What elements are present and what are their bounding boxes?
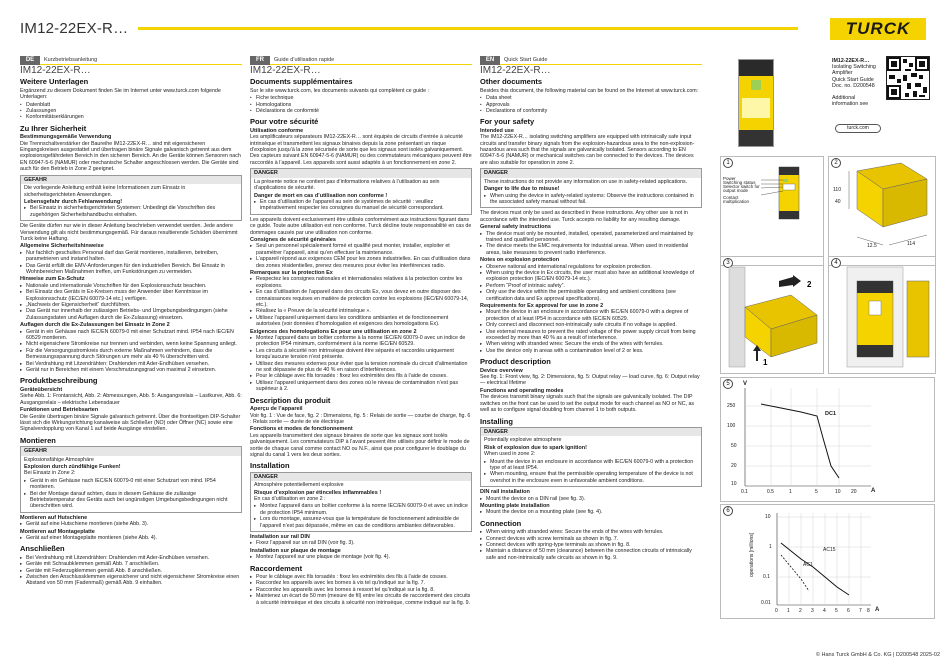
list-item: ▸ Montez l’appareil dans un boîtier conforme à la norme IEC/EN 60079-0 et avec un indice de protection IP54 minimum. [254, 503, 468, 516]
intended-use-text: The IM12-22EX-R… isolating switching amplifiers are equipped with intrinsically safe input circuits and transfer binary signals from the explosion-hazardous area to the non-explosion-hazardous area such that the signals are galvanically isolated. Sensors according to EN 60947-5-6 (NAMUR) or mechanical switches can be connected to the devices. The devices are also suitable for operation in zone 2. [480, 134, 695, 166]
list-item: ▸ When wiring with stranded wires: Secure the ends of the wires with ferrules. [480, 529, 702, 535]
heading-functions: Funktionen und Betriebsarten [20, 407, 99, 414]
heading-general-safety: Allgemeine Sicherheitshinweise [20, 243, 104, 250]
list-item: • Fiche technique [250, 95, 472, 101]
dimension-label: 40 [835, 199, 841, 205]
danger-heading: GEFAHR [21, 176, 241, 184]
heading-safety: Pour votre sécurité [250, 117, 319, 127]
tick-label: 0.01 [761, 600, 771, 606]
heading-rail: DIN rail installation [480, 489, 530, 496]
din-rail-drawing [721, 257, 825, 375]
list-item: ▸ Nicht eigensichere Stromkreise nur trennen und verbinden, wenn keine Spannung anliegt. [20, 341, 242, 347]
product-title: IM12-22EX-R… [250, 65, 321, 76]
danger-box [480, 168, 702, 208]
danger-box [250, 472, 472, 532]
list-item: ▸ Montez l’appareil dans un boîtier conforme à la norme IEC/EN 60079-0 avec un indice de protection IP54 minimum, conformément à la norme IEC/EN 60529. [250, 335, 472, 348]
figure-number: 2 [831, 158, 841, 168]
dimension-label: 12.5 [867, 243, 877, 249]
list-item: ▸ Maintenez un écart de 50 mm (mesure de fil) entre les circuits de raccordement des circuits à sécurité intrinsèque et des circuits à sécurité non intrinsèque, comme indiqué sur la fig. 9. [250, 593, 472, 606]
tick-label: 2 [799, 608, 802, 614]
heading-installation: Installing [480, 416, 513, 426]
load-curve-chart [721, 378, 936, 503]
misuse-text: The devices must only be used as described in these instructions. Any other use is not in accordance with the intended use. Turck accepts no liability for any resulting damage. [480, 210, 688, 223]
list-item: ▸ Zwischen den Anschlussklemmen eigensicherer und nicht eigensicherer Stromkreise einen Abstand von 50 mm (Fadenmaß) gemäß Abb. 9 einhalten. [20, 574, 242, 587]
series-label: AC1 [803, 562, 813, 568]
list-item: ▸ Das Gerät erfüllt die EMV-Anforderungen für den industriellen Bereich. Bei Einsatz in Wohnbereichen Maßnahmen treffen, um Funkstörungen zu vermeiden. [20, 263, 242, 276]
list-item: ▸ Raccordez les appareils avec les bornes à vis tel qu’indiqué sur la fig. 7. [250, 580, 472, 586]
list-item: ▸ When mounting, ensure that the permissible operating temperature of the device is not overshot in the enclosure even in unfavorable ambient conditions. [484, 471, 698, 484]
heading-ex: Remarques sur la protection Ex [250, 269, 333, 276]
list-item: • Déclarations de conformité [250, 108, 472, 114]
language-bar-en [480, 56, 702, 65]
heading-general-safety: General safety instructions [480, 224, 551, 231]
product-line: Doc. no. D200548 [832, 82, 875, 89]
tick-label: 5 [835, 608, 838, 614]
figure-load-curve [720, 377, 935, 502]
heading-installation: Installation [250, 461, 290, 471]
heading-intended-use: Utilisation conforme [250, 127, 304, 134]
language-label: Guide d’utilisation rapide [274, 57, 335, 63]
column-de [20, 56, 242, 588]
heading-docs: Other documents [480, 77, 543, 87]
tick-label: 1 [789, 489, 792, 495]
axis-unit: A [871, 488, 876, 494]
list-item: • Data sheet [480, 95, 702, 101]
list-item: • Approvals [480, 102, 702, 108]
heading-description: Description du produit [250, 395, 331, 405]
heading-overview: Device overview [480, 367, 523, 374]
list-item: ▸ Mount the device in an enclosure in accordance with IEC/EN 60079-0 with a protection type of at least IP54. [484, 459, 698, 472]
product-info [832, 58, 882, 107]
header [0, 0, 950, 60]
overview-text: Voir fig. 1 : Vue de face, fig. 2 : Dimensions, fig. 5 : Relais de sortie — courbe de charge, fig. 6 : Relais sortie — durée de vie électrique [250, 412, 471, 425]
heading-functions: Functions and operating modes [480, 387, 564, 394]
footer-copyright: © Hans Turck GmbH & Co. KG | D200548 2025-02 [815, 652, 940, 658]
heading-connect: Connection [480, 518, 522, 528]
list-item: ▸ Respectez les consignes nationales et internationales relatives à la protection contre les explosions. [250, 276, 472, 289]
list-item: • Homologations [250, 102, 472, 108]
device-module [738, 59, 774, 147]
figure-front-view [720, 156, 824, 266]
list-item: ▸ When wiring with stranded wires: Secure the ends of the wires with ferrules. [480, 341, 702, 347]
danger-box [20, 446, 242, 513]
danger-heading: DANGER [251, 473, 471, 481]
danger-subtitle: Risk of explosion due to spark ignition! [484, 444, 587, 451]
danger-subtitle: Lebensgefahr durch Fehlanwendung! [24, 198, 123, 205]
list-item: ▸ Gerät in ein Gehäuse nach IEC/EN 60079-0 mit einer Schutzart mind. IP54 nach IEC/EN 60529 montieren. [20, 329, 242, 342]
turck-link-button[interactable] [835, 124, 881, 133]
heading-safety: For your safety [480, 117, 535, 127]
heading-intended-use: Intended use [480, 127, 514, 134]
svg-text:1: 1 [763, 358, 768, 367]
product-title: IM12-22EX-R… [480, 65, 551, 76]
figure-number: 6 [723, 506, 733, 516]
tick-label: 0 [775, 608, 778, 614]
axis-unit: A [875, 607, 880, 613]
tick-label: 250 [727, 403, 736, 409]
heading-rail: Installation sur rail DIN [250, 534, 310, 540]
intended-use-text: Die Trennschaltverstärker der Baureihe IM12-22EX-R… sind mit eigensicheren Eingangskreisen ausgestattet und übertragen binäre Signale galvanisch getrennt aus dem explosionsgefährdeten Bereich in den sicheren Bereich. An die Geräte können Sensoren nach EN 60947-5-6 (NAMUR) oder mechanische Schalter angeschlossen werden. Die Geräte sind auch für den Betrieb in Zone 2 geeignet. [20, 140, 241, 173]
tick-label: 3 [811, 608, 814, 614]
list-item: ▸ Use the device only in areas with a contamination level of 2 or less. [480, 348, 702, 354]
device-label [742, 98, 770, 118]
fig-label: Contact multiplication [723, 195, 750, 204]
additional-label: Additional [832, 95, 856, 102]
device-terminals [739, 130, 773, 146]
turck-logo [830, 18, 926, 40]
overview-text: See fig. 1: Front view, fig. 2: Dimensions, fig. 5: Output relay — load curve, fig. 6: Output relay — electrical lifetime [480, 374, 700, 387]
axis-label: V [743, 381, 748, 387]
heading-safety: Zu Ihrer Sicherheit [20, 123, 87, 133]
fig-label: output mode [723, 188, 749, 193]
heading-ex: Hinweise zum Ex-Schutz [20, 276, 85, 283]
heading-ex: Notes on explosion protection [480, 257, 560, 264]
danger-subtitle: Risque d’explosion par étincelles inflammables ! [254, 489, 382, 496]
language-label: Quick Start Guide [504, 57, 548, 63]
danger-body [21, 456, 241, 512]
figure-number: 3 [723, 258, 733, 268]
tick-label: 50 [731, 443, 737, 449]
series-label: AC15 [823, 547, 836, 553]
mounting-plate-drawing [829, 257, 937, 375]
list-item: ▸ Seul un personnel spécialement formé et qualifié peut monter, installer, exploiter et paramétrer l’appareil, ainsi qu’en effectuer la maintenance. [250, 243, 472, 256]
list-item: ▸ Pour le câblage avec fils torsadés : fixez les extrémités des fils à l’aide de cosses. [250, 373, 472, 379]
tick-label: 0.1 [763, 574, 770, 580]
functions-text: Les appareils transmettent des signaux binaires de sorte que les signaux sont isolés galvaniquement. Les commutateurs DIP à l’avant peuvent être utilisés pour définir le mode de sortie de chaque canal comme contact NO ou N.F., ainsi que pour configurer le doublage du signal du canal 1 vers les deux sorties. [250, 432, 470, 458]
link-label: turck.com [847, 125, 869, 131]
language-code: FR [250, 56, 270, 65]
list-item: ▸ The device must only be mounted, installed, operated, parameterized and maintained by trained and qualified personnel. [480, 231, 702, 244]
danger-box [250, 168, 472, 214]
list-item: ▸ Mount the device on a DIN rail (see fig. 3). [480, 496, 702, 502]
heading-connect: Anschließen [20, 544, 65, 554]
list-item: ▸ Observe national and international regulations for explosion protection. [480, 264, 702, 270]
product-name: IM12-22EX-R… [832, 58, 870, 64]
list-item: ▸ Mount the device on a mounting plate (see fig. 4). [480, 509, 702, 515]
danger-text: Explosionsfähige Atmosphäre [24, 456, 94, 463]
column-fr [250, 56, 472, 607]
danger-box [20, 175, 242, 221]
danger-text: These instructions do not provide any information on use in safety-related applications. [484, 178, 688, 185]
list-item: ▸ Connect devices with screw terminals as shown in fig. 7. [480, 536, 702, 542]
list-item: ▸ Maintain a distance of 50 mm (clearance) between the connection circuits of intrinsically safe and non-intrinsically safe circuits as shown in fig. 9. [480, 548, 702, 561]
tick-label: 4 [823, 608, 826, 614]
front-view-labels [723, 177, 763, 204]
list-item: ▸ Gerät nur in Bereichen mit einem Verschmutzungsgrad von maximal 2 einsetzen. [20, 367, 242, 373]
heading-zone2: Auflagen durch die Ex-Zulassungen bei Einsatz in Zone 2 [20, 322, 170, 329]
svg-text:2: 2 [807, 280, 812, 289]
fig-label: Power [723, 176, 736, 181]
danger-body [251, 178, 471, 214]
tick-label: 7 [859, 608, 862, 614]
heading-docs: Weitere Unterlagen [20, 77, 89, 87]
list-item: ▸ Bei Verdrahtung mit Litzendrähten: Drahtenden mit Ader-Endhülsen versehen. [20, 361, 242, 367]
list-item: ▸ Les circuits à sécurité non intrinsèque doivent être séparés et raccordés uniquement lorsqu’aucune tension n’est présente. [250, 348, 472, 361]
danger-text: Atmosphère potentiellement explosive [254, 482, 344, 489]
qr-code-icon[interactable] [886, 56, 930, 100]
fig-label: Switching status [723, 180, 756, 185]
tick-label: 10 [765, 514, 771, 520]
product-photo [720, 56, 810, 151]
tick-label: 6 [847, 608, 850, 614]
list-item: • Konformitätserklärungen [20, 114, 242, 120]
list-item: ▸ Gerät in ein Gehäuse nach IEC/EN 60079-0 mit einer Schutzart von mind. IP54 montieren. [24, 478, 238, 491]
list-item: ▸ Only connect and disconnect non-intrinsically safe circuits if no voltage is applied. [480, 322, 702, 328]
heading-overview: Geräteübersicht [20, 386, 63, 393]
list-item: ▸ Gerät auf eine Hutschiene montieren (siehe Abb. 3). [20, 521, 242, 527]
list-item: • Declarations of conformity [480, 108, 702, 114]
misuse-text: Les appareils doivent exclusivement être utilisés conformément aux instructions figurant dans ce guide. Toute autre utilisation est non conforme. Turck décline toute responsabilité en cas de dommages causés par une utilisation non conforme. [250, 216, 472, 236]
list-item: ▸ Only use the device within the permissible operating and ambient conditions (see certification data and Ex approval specifications). [480, 289, 702, 302]
danger-zone: When used in zone 2: [484, 451, 536, 458]
list-item: ▸ Nationale und internationale Vorschriften für den Explosionsschutz beachten. [20, 283, 242, 289]
danger-body [481, 178, 701, 208]
tick-label: 5 [815, 489, 818, 495]
heading-plate: Mounting plate installation [480, 502, 550, 509]
heading-zone2: Requirements for Ex approval for use in zone 2 [480, 303, 604, 309]
heading-connect: Raccordement [250, 563, 303, 573]
device-top [739, 60, 773, 76]
tick-label: 0.5 [767, 489, 774, 495]
list-item: ▸ Montez l’appareil sur une plaque de montage (voir fig. 4). [250, 554, 472, 560]
document-title: IM12-22EX-R… [20, 20, 129, 37]
figure-number: 4 [831, 258, 841, 268]
heading-description: Product description [480, 357, 551, 367]
column-en [480, 56, 702, 562]
tick-label: 10 [731, 481, 737, 487]
figure-number: 5 [723, 379, 733, 389]
heading-functions: Fonctions et modes de fonctionnement [250, 426, 353, 433]
list-item: ▸ Utilisez des mesures externes pour éviter que la tension nominale du circuit d’alimentation ne soit dépassée de plus de 40 % en raison d’interférences. [250, 361, 472, 374]
tick-label: 100 [727, 423, 736, 429]
list-item: ▸ Utilisez l’appareil uniquement dans des zones où le niveau de contamination n’est pas supérieur à 2. [250, 380, 472, 393]
list-item: ▸ Bei Einsatz in sicherheitsgerichteten Systemen: Unbedingt die Vorschriften des zugehörigen Sicherheitshandbuchs einhalten. [24, 205, 238, 218]
additional-label-2: information see [832, 101, 869, 108]
heading-plate: Installation sur plaque de montage [250, 547, 341, 554]
language-code: EN [480, 56, 500, 65]
axis-label: operations [millions] [749, 532, 755, 577]
tick-label: 20 [731, 463, 737, 469]
list-item: ▸ Bei der Montage darauf achten, dass in diesem Gehäuse die zulässige Betriebstemperatur des Geräts auch bei ungünstigen Umgebungsbedingungen nicht überschritten wird. [24, 491, 238, 510]
list-item: ▸ Nur fachlich geschultes Personal darf das Gerät montieren, installieren, betreiben, parametrieren und instand halten. [20, 250, 242, 263]
list-item: ▸ Réalisez la « Preuve de la sécurité intrinsèque ». [250, 308, 472, 314]
misuse-text: Die Geräte dürfen nur wie in dieser Anleitung beschrieben verwendet werden. Jede andere Verwendung gilt als nicht bestimmungsgemäß. Für daraus resultierende Schäden übernimmt Turck keine Haftung. [20, 223, 238, 242]
list-item: • Zulassungen [20, 108, 242, 114]
danger-subtitle: Explosion durch zündfähige Funken! [24, 463, 121, 470]
list-item: ▸ Bei Verdrahtung mit Litzendrähten: Drahtenden mit Ader-Endhülsen versehen. [20, 555, 242, 561]
danger-heading: DANGER [481, 428, 701, 436]
device-leds [751, 80, 761, 90]
list-item: ▸ En cas d’utilisation de l’appareil dans des circuits Ex, vous devez en outre disposer des connaissances requises en matière de protection contre les explosions (IEC/EN 60079-14, etc.). [250, 289, 472, 308]
header-stripe [138, 27, 798, 30]
danger-heading: DANGER [481, 169, 701, 177]
danger-text: Potentially explosive atmosphere [484, 437, 562, 444]
list-item: ▸ Fixez l’appareil sur un rail DIN (voir fig. 3). [250, 540, 472, 546]
heading-mounting: Montieren [20, 435, 56, 445]
front-view-drawing [721, 157, 825, 257]
list-item: ▸ Mount the device in an enclosure in accordance with IEC/EN 60079-0 with a degree of protection of at least IP54 in accordance with IEC/EN 60529. [480, 309, 702, 322]
heading-rail: Montieren auf Hutschiene [20, 514, 88, 521]
list-item: ▸ Raccordez les appareils avec les bornes à ressort tel qu’indiqué sur la fig. 8. [250, 587, 472, 593]
list-item: ▸ Pour le câblage avec fils torsadés : fixez les extrémités des fils à l’aide de cosses. [250, 574, 472, 580]
list-item: ▸ Lors du montage, assurez-vous que la température de fonctionnement admissible de l’appareil n’est pas dépassée, même en cas de conditions ambiantes défavorables. [254, 516, 468, 529]
fig-label: Selector switch for [723, 184, 760, 189]
danger-zone: Bei Einsatz in Zone 2: [24, 470, 76, 477]
danger-subtitle: Danger to life due to misuse! [484, 186, 560, 193]
tick-label: 0.1 [741, 489, 748, 495]
list-item: ▸ Use external measures to prevent the rated voltage of the power supply circuit from being exceeded by more than 40 % as a result of interference. [480, 329, 702, 342]
intended-use-text: Les amplificateurs séparateurs IM12-22EX-R… sont équipés de circuits d’entrée à sécurité intrinsèque et transmettent les signaux binaires depuis la zone présentant un risque d’explosion jusqu’à la zone sécurisée de sorte que les signaux sont isolés galvaniquement. Des capteurs suivant EN 60947-5-6 (NAMUR) ou des commutateurs mécaniques peuvent être raccordés à l’appareil. Les appareils sont aussi adaptés à un fonctionnement en zone 2. [250, 134, 472, 166]
list-item: ▸ Perform “Proof of intrinsic safety”. [480, 283, 702, 289]
list-item: ▸ When using the device in Ex circuits, the user must also have an additional knowledge of explosion protection (IEC/EN 60079-14 etc.). [480, 270, 702, 283]
dimension-label: 114 [907, 241, 915, 247]
functions-text: Die Geräte übertragen binäre Signale galvanisch getrennt. Über die frontseitigen DIP-Schalter lässt sich die Wirkungsrichtung kanalweise als Schließer (NO) oder Öffner (NC) sowie eine Signalverdopplung von Kanal 1 auf beide Ausgänge einstellen. [20, 413, 241, 433]
tick-label: 1 [769, 544, 772, 550]
product-line: Isolating Switching Amplifier [832, 64, 876, 77]
heading-zone2: Exigences des homologations Ex pour une utilisation en zone 2 [250, 328, 417, 335]
list-item: ▸ Geräte mit Federzugklemmen gemäß Abb. 8 anschließen. [20, 568, 242, 574]
language-code: DE [20, 56, 40, 65]
language-bar-de [20, 56, 242, 65]
functions-text: The devices transmit binary signals such that the signals are galvanically isolated. The DIP switches on the front can be used to set the output mode for each channel as NO or NC, as well as to configure signal doubling from channel 1 to both outputs. [480, 394, 695, 414]
list-item: ▸ Connect devices with spring-type terminals as shown in fig. 8. [480, 542, 702, 548]
danger-body [481, 436, 701, 486]
docs-list [20, 102, 242, 121]
list-item: ▸ The device meets the EMC requirements for industrial areas. When used in residential areas, take measures to prevent radio interference. [480, 243, 702, 256]
overview-text: Siehe Abb. 1: Frontansicht, Abb. 2: Abmessungen, Abb. 5: Ausgangsrelais – Lastkurve, Abb. 6: Ausgangsrelais – elektrische Lebensdauer [20, 393, 242, 406]
tick-label: 1 [787, 608, 790, 614]
docs-intro: Ergänzend zu diesem Dokument finden Sie im Internet unter www.turck.com folgende Unterlagen: [20, 87, 221, 101]
dimensions-drawing [829, 157, 937, 257]
danger-heading: GEFAHR [21, 447, 241, 455]
danger-body [251, 481, 471, 531]
list-item: ▸ Geräte mit Schraubklemmen gemäß Abb. 7 anschließen. [20, 561, 242, 567]
heading-intended-use: Bestimmungsgemäße Verwendung [20, 134, 112, 141]
tick-label: 8 [867, 608, 870, 614]
heading-overview: Aperçu de l’appareil [250, 406, 303, 413]
tick-label: 10 [835, 489, 841, 495]
list-item: ▸ En cas d’utilisation de l’appareil au sein de systèmes de sécurité : veuillez impérativement respecter les consignes du manuel de sécurité correspondant. [254, 199, 468, 212]
list-item: ▸ Das Gerät nur innerhalb der zulässigen Betriebs- und Umgebungsbedingungen (siehe Zulassungsdaten und Auflagen durch die Ex-Zulassung) einsetzen. [20, 308, 242, 321]
figure-number: 1 [723, 158, 733, 168]
logo-text: TURCK [845, 19, 911, 38]
danger-text: Die vorliegende Anleitung enthält keine Informationen zum Einsatz in sicherheitsgerichteten Anwendungen. [24, 185, 186, 198]
danger-subtitle: Danger de mort en cas d’utilisation non conforme ! [254, 192, 388, 199]
danger-text: La présente notice ne contient pas d’informations relatives à l’utilisation au sein d’applications de sécurité. [254, 178, 440, 192]
list-item: ▸ Utilisez l’appareil uniquement dans les conditions ambiantes et de fonctionnement autorisées (voir données d’homologation et exigences des homologations Ex). [250, 315, 472, 328]
figure-electrical-lifetime [720, 504, 935, 619]
heading-docs: Documents supplémentaires [250, 77, 353, 87]
danger-zone: En cas d’utilisation en zone 2 : [254, 495, 326, 502]
list-item: ▸ When using the device in safety-related systems: Observe the instructions contained in the associated safety manual without fail. [484, 193, 698, 206]
language-bar-fr [250, 56, 472, 65]
product-title: IM12-22EX-R… [20, 65, 91, 76]
danger-box [480, 427, 702, 487]
series-label: DC1 [825, 411, 837, 417]
figure-dimensions [828, 156, 936, 266]
language-label: Kurzbetriebsanleitung [44, 57, 98, 63]
docs-intro: Besides this document, the following material can be found on the Internet at www.turck.com: [480, 87, 699, 94]
docs-intro: Sur le site www.turck.com, les documents suivants qui complètent ce guide : [250, 87, 429, 94]
list-item: ▸ Für die Versorgungsstromkreis durch externe Maßnahmen verhindern, dass die Bemessungsspannung durch Störungen um mehr als 40 % überschritten wird. [20, 348, 242, 361]
figure-mounting-plate [828, 256, 936, 374]
figure-din-rail [720, 256, 824, 374]
list-item: • Datenblatt [20, 102, 242, 108]
dimension-label: 110 [833, 187, 841, 193]
tick-label: 20 [851, 489, 857, 495]
danger-heading: DANGER [251, 169, 471, 177]
product-line: Quick Start Guide [832, 76, 874, 83]
list-item: ▸ Gerät auf einer Montageplatte montieren (siehe Abb. 4). [20, 535, 242, 541]
heading-plate: Montieren auf Montageplatte [20, 528, 95, 535]
heading-description: Produktbeschreibung [20, 376, 98, 386]
list-item: ▸ Bei Einsatz des Geräts in Ex-Kreisen muss der Anwender über Kenntnisse im Explosionsschutz (IEC/EN 60079-14 etc.) verfügen. [20, 289, 242, 302]
list-item: ▸ „Nachweis der Eigensicherheit“ durchführen. [20, 302, 242, 308]
danger-body [21, 184, 241, 220]
heading-general-safety: Consignes de sécurité générales [250, 236, 336, 243]
list-item: ▸ L’appareil répond aux exigences CEM pour les zones industrielles. En cas d’utilisation dans des zones résidentielles, prenez des mesures pour éviter les interférences radio. [250, 256, 472, 269]
